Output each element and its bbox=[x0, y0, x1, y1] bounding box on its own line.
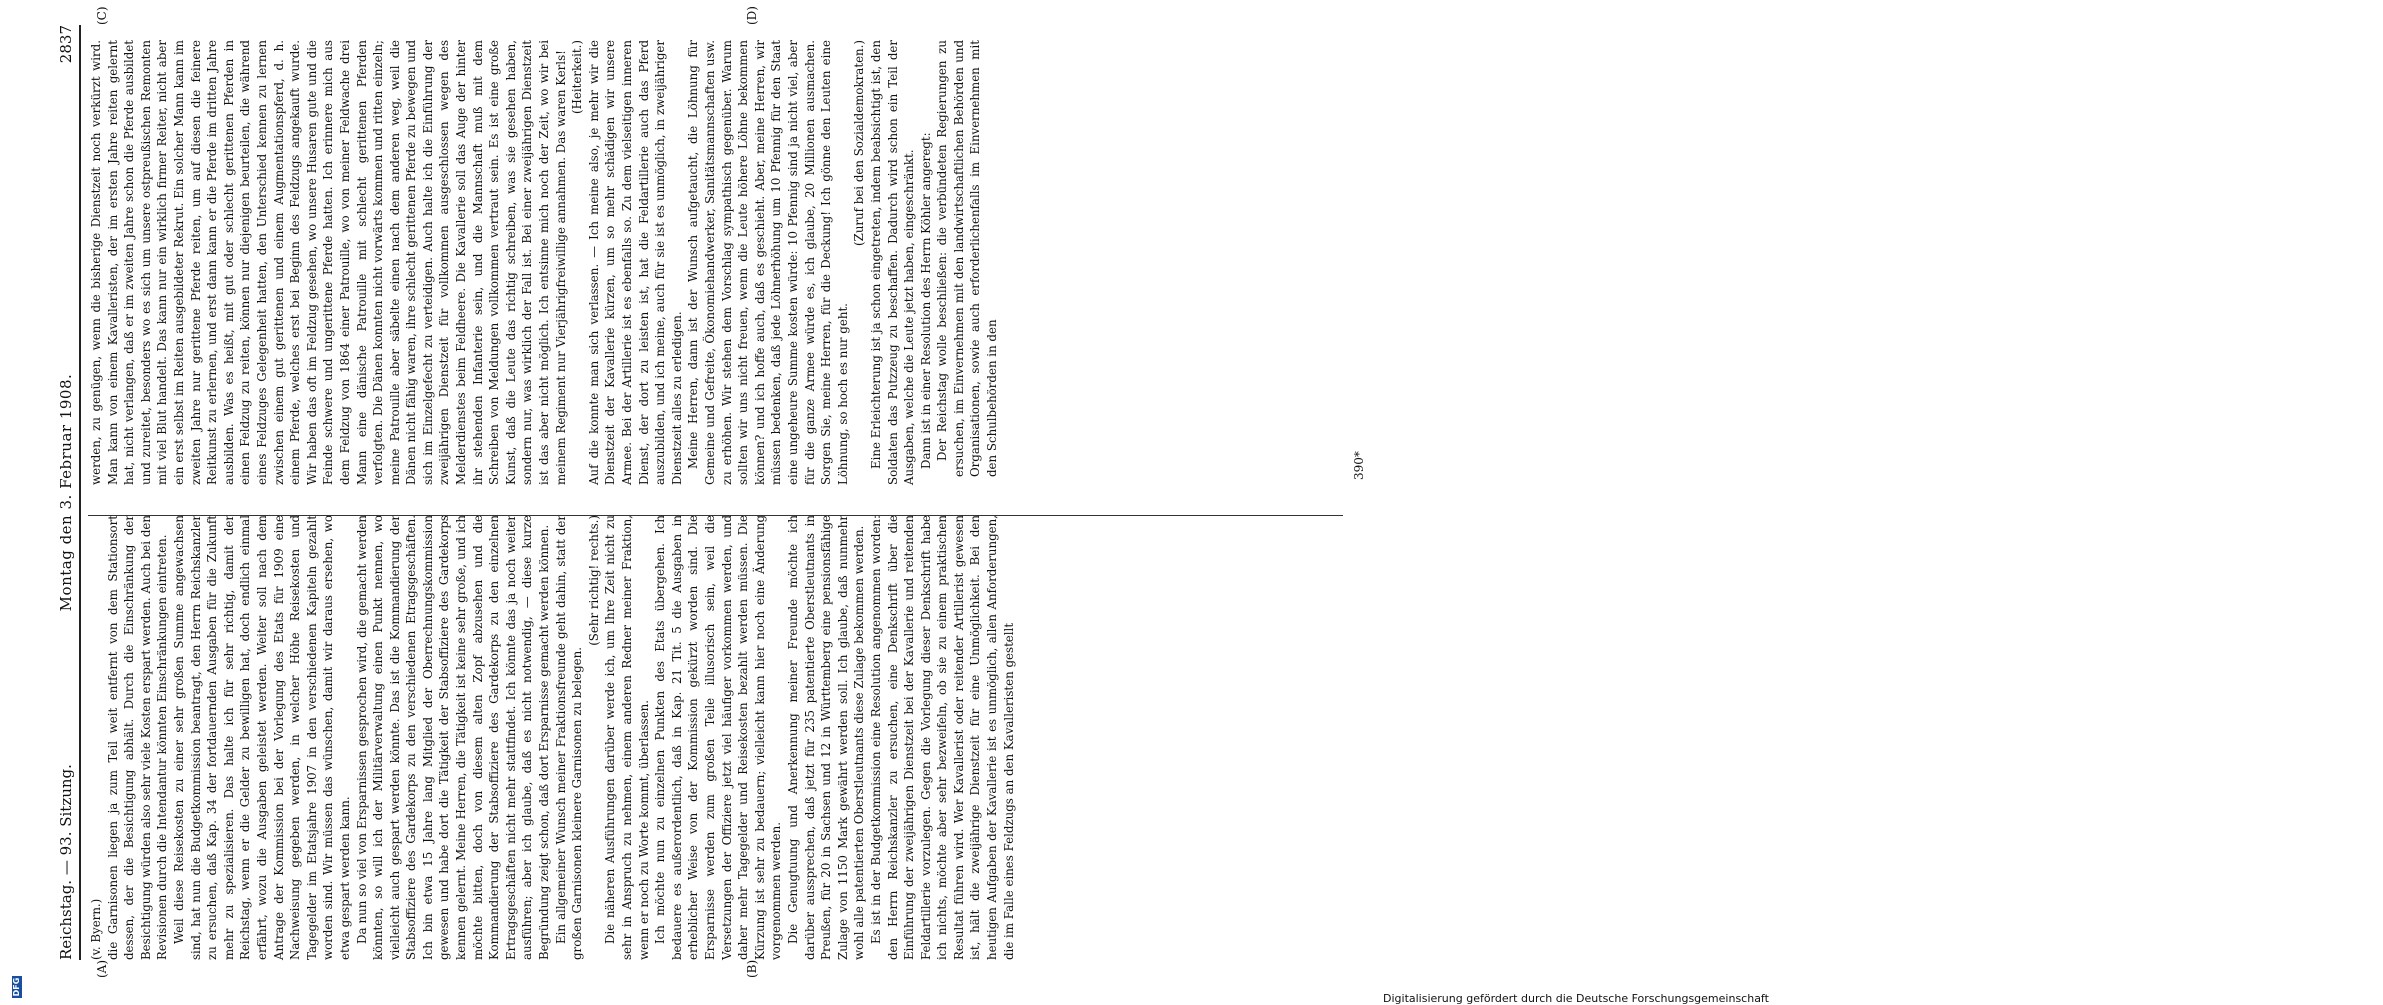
paragraph: Eine Erleichterung ist ja schon eingetreten, indem beabsichtigt ist, den Soldaten das Putzzeug zu beschaffen. Dadurch wird schon ein Teil der Ausgaben, welche die Leute jetzt haben, eingeschränkt. bbox=[868, 40, 917, 485]
right-column bbox=[88, 40, 1348, 485]
paragraph: Es ist in der Budgetkommission eine Resolution angenommen worden: den Herrn Reichskanzler zu ersuchen, eine Denkschrift über die Einführung der zweijährigen Dienstzeit bei der Kavallerie und reitenden Feldartillerie vorzulegen. Gegen die Vorlegung dieser Denkschrift habe ich nichts, möchte aber sehr bezweifeln, ob sie zu einem praktischen Resultat führen wird. Wer Kavallerist oder reitender Artillerist gewesen ist, hält die zweijährige Dienstzeit für eine Unmöglichkeit. Bei den heutigen Aufgaben der Kavallerie ist es unmöglich, allen Anforderungen, die im Falle eines Feldzugs an den Kavalleristen gestellt bbox=[868, 515, 1016, 960]
margin-letter-d: (D) bbox=[745, 6, 759, 25]
paragraph: (v. Byern.) bbox=[89, 898, 103, 960]
dfg-logo: DFG bbox=[12, 977, 21, 997]
column-divider bbox=[88, 515, 1343, 516]
paragraph: Der Reichstag wolle beschließen: die verbündeten Regierungen zu ersuchen, im Einvernehmen mit den landwirtschaftlichen Behörden und Organisationen, sowie auch erforderlichenfalls im Einvernehmen mit den Schulbehörden in den bbox=[935, 40, 1000, 477]
paragraph: Ich möchte nun zu einzelnen Punkten des Etats übergehen. Ich bedauere es außerordentlich, daß in Kap. 21 Tit. 5 die Ausgaben in erheblicher Weise von der Kommission gekürzt worden sind. Die Ersparnisse werden zum großen Teile illusorisch sein, weil die Versetzungen der Offiziere jetzt viel häufiger vorkommen werden, und daher mehr Tagegelder und Reisekosten bezahlt werden müssen. Die Kürzung ist sehr zu bedauern; vielleicht kann hier noch eine Änderung vorgenommen werden. bbox=[653, 515, 784, 960]
paragraph: Die näheren Ausführungen darüber werde ich, um Ihre Zeit nicht zu sehr in Anspruch zu nehmen, einem anderen Redner meiner Fraktion, wenn er noch zu Worte kommt, überlassen. bbox=[603, 515, 651, 960]
paragraph: Weil diese Reisekosten zu einer sehr großen Summe angewachsen sind, hat nun die Budgetkommission beantragt, den Herrn Reichskanzler zu ersuchen, daß Kap. 34 der fortdauernden Ausgaben für die Zukunft mehr zu spezialisieren. Das halte ich für sehr richtig, damit der Reichstag, wenn er die Gelder zu bewilligen hat, doch endlich einmal erfährt, wozu die Ausgaben geleistet werden. Weiter soll nach dem Antrage der Kommission bei der Vorlegung des Etats für 1909 eine Nachweisung gegeben werden, in welcher Höhe Reisekosten und Tagegelder im Etatsjahre 1907 in den verschiedenen Kapiteln gezahlt worden sind. Wir müssen das wünschen, damit wir daraus ersehen, wo etwa gespart werden kann. bbox=[171, 515, 352, 960]
paragraph: Meine Herren, dann ist der Wunsch aufgetaucht, die Löhnung für Gemeine und Gefreite, Ökonomiehandwerker, Sanitätsmannschaften usw. zu erhöhen. Wir stehen dem Vorschlag sympathisch gegenüber. Warum sollten wir uns nicht freuen, wenn die Leute höhere Löhne bekommen können? und ich hoffe auch, daß es geschieht. Aber, meine Herren, wir müssen bedenken, daß jede Löhnerhöhung um 10 Pfennig für den Staat eine ungeheure Summe kosten würde: 10 Pfennig sind ja nicht viel, aber für die ganze Armee würde es, ich glaube, 20 Millionen ausmachen. Sorgen Sie, meine Herren, für die Deckung! Ich gönne den Leuten eine Löhnung, so hoch es nur geht. bbox=[686, 40, 850, 485]
paragraph: Dann ist in einer Resolution des Herrn Köhler angeregt: bbox=[918, 132, 933, 469]
paragraph: Da nun so viel von Ersparnissen gesprochen wird, die gemacht werden könnten, so will ich der Militärverwaltung einen Punkt nennen, wo vielleicht auch gespart werden könnte. Das ist die Kommandierung der Stabsoffiziere des Gardekorps zu den verschiedenen Etragsgeschäften. Ich bin etwa 15 Jahre lang Mitglied der Oberrechnungskommission gewesen und habe dort die Tätigkeit der Stabsoffiziere des Gardekorps kennen gelernt. Meine Herren, die Tätigkeit ist keine sehr große, und ich möchte bitten, doch von diesem alten Zopf abzusehen und die Kommandierung der Stabsoffiziere des Gardekorps zu den einzelnen Ertragsgeschäften nicht mehr stattfindet. Ich könnte das ja noch weiter ausführen; aber ich glaube, daß es nicht notwendig, — diese kurze Begründung zeigt schon, daß dort Ersparnisse gemacht werden können. bbox=[354, 515, 552, 960]
paragraph: Auf die konnte man sich verlassen. — Ich meine also, je mehr wir die Dienstzeit der Kavallerie kürzen, um so mehr schädigen wir unsere Armee. Bei der Artillerie ist es ebenfalls so. Zu dem vielseitigen inneren Dienst, der dort zu leisten ist, hat die Feldartillerie auch das Pferd auszubilden, und ich meine, auch für sie ist es unmöglich, in zweijähriger Dienstzeit alles zu erledigen. bbox=[586, 40, 684, 485]
header-session: Reichstag. — 93. Sitzung. bbox=[57, 764, 75, 960]
paragraph: (Sehr richtig! rechts.) bbox=[586, 515, 601, 646]
paragraph: (Zuruf bei den Sozialdemokraten.) bbox=[852, 40, 867, 246]
paragraph: die Garnisonen liegen ja zum Teil weit entfernt von dem Stationsort dessen, der die Besichtigung abhält. Durch die Einschränkung der Besichtigung würden also sehr viele Kosten erspart werden. Auch bei den Revisionen durch die Intendantur könnten Einschränkungen eintreten. bbox=[105, 515, 170, 960]
margin-letter-c: (C) bbox=[95, 6, 109, 25]
left-column bbox=[88, 515, 1348, 960]
page-header bbox=[55, 25, 81, 960]
paragraph: Ein allgemeiner Wunsch meiner Fraktionsfreunde geht dahin, statt der großen Garnisonen kleinere Garnisonen zu belegen. bbox=[553, 515, 585, 960]
margin-letter-b: (B) bbox=[745, 959, 759, 978]
page-number: 2837 bbox=[57, 25, 75, 64]
signature-mark: 390* bbox=[1352, 451, 1366, 480]
header-date: Montag den 3. Februar 1908. bbox=[57, 373, 75, 612]
margin-letter-a: (A) bbox=[95, 959, 109, 978]
credit-text: Digitalisierung gefördert durch die Deutsche Forschungsgemeinschaft bbox=[1383, 992, 1769, 1005]
paragraph: (Heiterkeit.) bbox=[570, 40, 585, 115]
paragraph: Die Genugtuung und Anerkennung meiner Freunde möchte ich darüber aussprechen, daß jetzt für 235 patentierte Oberstleutnants in Preußen, für 20 in Sachsen und 12 in Württemberg eine pensionsfähige Zulage von 1150 Mark gewährt werden soll. Ich glaube, daß nunmehr wohl alle patentierten Oberstleutnants diese Zulage bekommen werden. bbox=[785, 515, 867, 960]
paragraph: werden, zu genügen, wenn die bisherige Dienstzeit noch verkürzt wird. Man kann von einem Kavalleristen, der im ersten Jahre reiten gelernt hat, nicht verlangen, daß er im zweiten Jahre schon die Pferde ausbildet und zureitet, besonders wo es sich um unsere ostpreußischen Remonten mit viel Blut handelt. Das kann nur ein wirklich firmer Reiter, nicht aber ein erst selbst im Reiten ausgebildeter Rekrut. Ein solcher Mann kann im zweiten Jahre nur gerittene Pferde reiten, um auf diesen die feinere Reitkunst zu erlernen, und erst dann kann er die Pferde im dritten Jahre ausbilden. Was es heißt, mit gut oder schlecht gerittenen Pferden in einen Feldzug zu reiten, können nur diejenigen beurteilen, die während eines Feldzuges Gelegenheit hatten, den Unterschied kennen zu lernen zwischen einem gut gerittenen und einem Augmentationspferd, d. h. einem Pferde, welches erst bei Beginn des Feldzugs angekauft wurde. Wir haben das oft im Feldzug gesehen, wo unsere Husaren gute und die Feinde schwere und ungerittene Pferde hatten. Ich erinnere mich aus dem Feldzug von 1864 einer Patrouille, wo von meiner Feldwache drei Mann eine dänische Patrouille mit schlecht gerittenen Pferden verfolgten. Die Dänen konnten nicht vorwärts kommen und ritten einzeln; meine Patrouille aber säbelte einen nach dem anderen weg, weil die Dänen nicht fähig waren, ihre schlecht gerittenen Pferde zu bewegen und sich im Einzelgefecht zu verteidigen. Auch halte ich die Einführung der zweijährigen Dienstzeit für vollkommen ausgeschlossen wegen des Melderdienstes beim Feldheere. Die Kavallerie soll das Auge der hinter ihr stehenden Infanterie sein, und die Mannschaft muß mit dem Schreiben von Meldungen vollkommen vertraut sein. Es ist eine große Kunst, daß die Leute das richtig schreiben, was sie gesehen haben, sondern nur, was wirklich der Fall ist. Bei einer zweijährigen Dienstzeit ist das aber nicht möglich. Ich entsinne mich noch der Zeit, wo wir bei meinem Regiment nur Vierjährigfreiwillige annahmen. Das waren Kerls! bbox=[89, 40, 568, 485]
